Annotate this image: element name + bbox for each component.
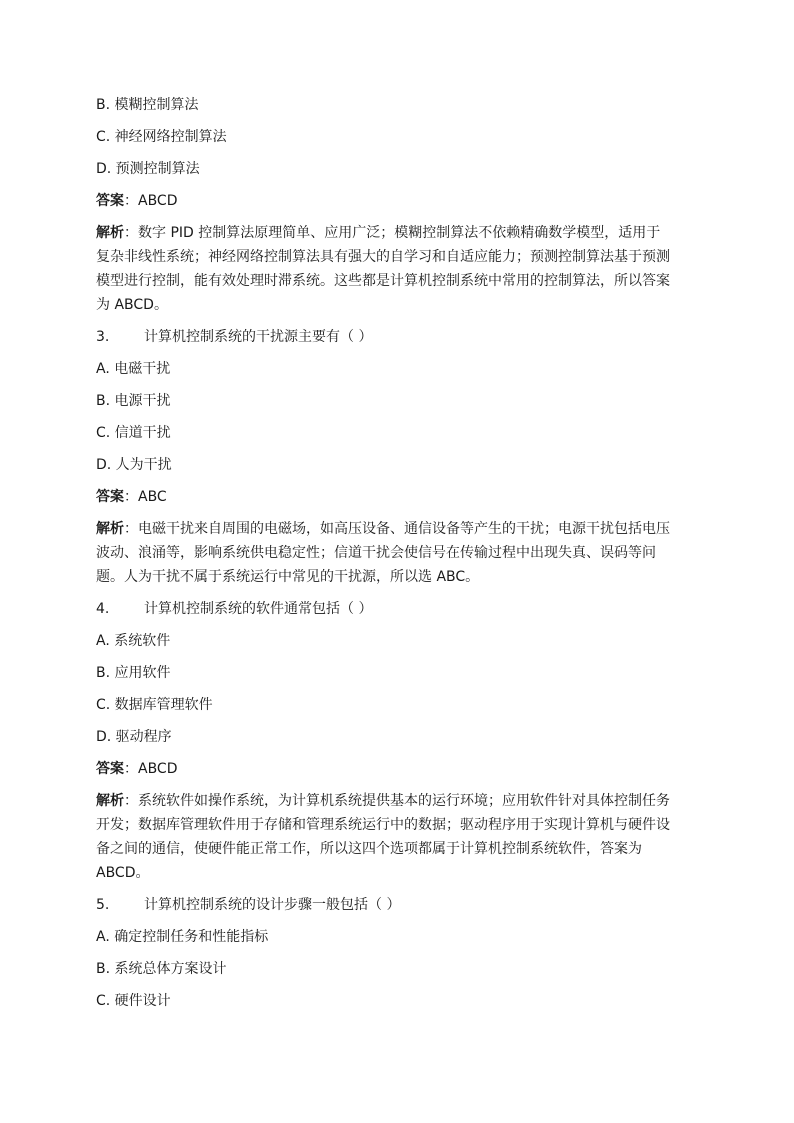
answer-value: ABC (138, 489, 167, 505)
question-stem (96, 893, 702, 917)
question-text: 计算机控制系统的软件通常包括（ ） (144, 601, 373, 617)
option-d: D. 驱动程序 (96, 729, 172, 745)
answer-label: 答案 (96, 193, 124, 209)
analysis-line: 开发；数据库管理软件用于存储和管理系统运行中的数据；驱动程序用于实现计算机与硬件设 (96, 817, 670, 833)
question-number: 3. (96, 329, 110, 345)
question-text: 计算机控制系统的设计步骤一般包括（ ） (144, 897, 401, 913)
option-b: B. 应用软件 (96, 665, 171, 681)
analysis-line: 波动、浪涌等，影响系统供电稳定性；信道干扰会使信号在传输过程中出现失真、误码等问 (96, 545, 656, 561)
colon: ： (124, 225, 138, 241)
question-stem (96, 597, 702, 621)
option-c: C. 信道干扰 (96, 425, 171, 441)
analysis-label: 解析 (96, 521, 124, 537)
option-c: C. 神经网络控制算法 (96, 129, 227, 145)
analysis-line: 为 ABCD。 (96, 297, 168, 313)
analysis-block (96, 517, 702, 589)
answer-line (96, 485, 702, 509)
question-number: 5. (96, 897, 110, 913)
analysis-text: 数字 PID 控制算法原理简单、应用广泛；模糊控制算法不依赖精确数学模型，适用于 (138, 225, 661, 241)
analysis-line: 备之间的通信，使硬件能正常工作，所以这四个选项都属于计算机控制系统软件，答案为 (96, 841, 642, 857)
colon: ： (124, 793, 138, 809)
answer-label: 答案 (96, 761, 124, 777)
document-page (96, 93, 702, 1021)
option-c: C. 硬件设计 (96, 993, 171, 1009)
answer-value: ABCD (138, 193, 178, 209)
analysis-line (96, 221, 702, 245)
option-b: B. 模糊控制算法 (96, 97, 199, 113)
analysis-block (96, 221, 702, 317)
analysis-block (96, 789, 702, 885)
analysis-line (96, 517, 702, 541)
question-number: 4. (96, 601, 110, 617)
option-a: A. 确定控制任务和性能指标 (96, 929, 269, 945)
colon: ： (124, 193, 138, 209)
answer-label: 答案 (96, 489, 124, 505)
analysis-text: 系统软件如操作系统，为计算机系统提供基本的运行环境；应用软件针对具体控制任务 (138, 793, 670, 809)
analysis-label: 解析 (96, 793, 124, 809)
question-text: 计算机控制系统的干扰源主要有（ ） (144, 329, 373, 345)
answer-line (96, 757, 702, 781)
answer-line (96, 189, 702, 213)
colon: ： (124, 521, 138, 537)
colon: ： (124, 489, 138, 505)
analysis-line: 复杂非线性系统；神经网络控制算法具有强大的自学习和自适应能力；预测控制算法基于预测 (96, 249, 670, 265)
option-a: A. 系统软件 (96, 633, 171, 649)
colon: ： (124, 761, 138, 777)
option-b: B. 系统总体方案设计 (96, 961, 227, 977)
analysis-line: 题。人为干扰不属于系统运行中常见的干扰源，所以选 ABC。 (96, 569, 480, 585)
option-d: D. 人为干扰 (96, 457, 172, 473)
analysis-label: 解析 (96, 225, 124, 241)
option-d: D. 预测控制算法 (96, 161, 200, 177)
option-b: B. 电源干扰 (96, 393, 171, 409)
question-stem (96, 325, 702, 349)
analysis-line: 模型进行控制，能有效处理时滞系统。这些都是计算机控制系统中常用的控制算法，所以答案 (96, 273, 670, 289)
analysis-line (96, 789, 702, 813)
analysis-line: ABCD。 (96, 865, 150, 881)
option-a: A. 电磁干扰 (96, 361, 171, 377)
option-c: C. 数据库管理软件 (96, 697, 213, 713)
analysis-text: 电磁干扰来自周围的电磁场，如高压设备、通信设备等产生的干扰；电源干扰包括电压 (138, 521, 670, 537)
answer-value: ABCD (138, 761, 178, 777)
